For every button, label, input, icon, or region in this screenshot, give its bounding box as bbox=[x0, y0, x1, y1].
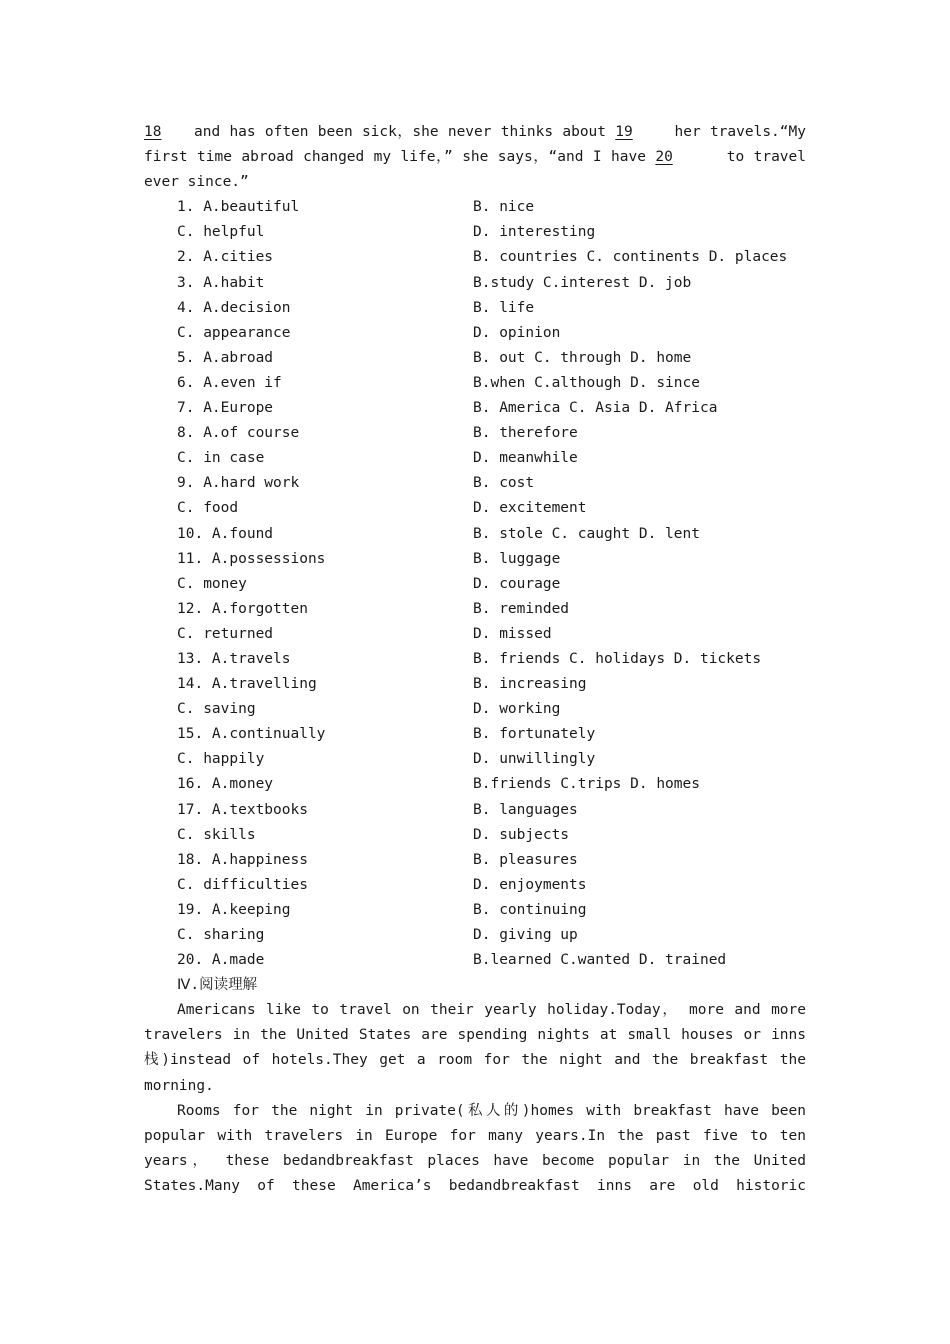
option-row bbox=[144, 798, 806, 823]
option-left: C. happily bbox=[177, 751, 265, 768]
option-row bbox=[144, 597, 806, 622]
passage-line-2 bbox=[144, 145, 806, 170]
option-left: 16. A.money bbox=[177, 776, 274, 793]
option-right: B.study C.interest D. job bbox=[473, 274, 692, 291]
option-row bbox=[144, 346, 806, 371]
option-right: D. missed bbox=[473, 625, 552, 642]
reading-paragraph-1 bbox=[144, 998, 806, 1098]
option-row bbox=[144, 522, 806, 547]
passage-text: to travel bbox=[726, 149, 806, 166]
option-left: 7. A.Europe bbox=[177, 400, 274, 417]
option-row bbox=[144, 948, 806, 973]
option-right: D. giving up bbox=[473, 927, 578, 943]
option-right: B. increasing bbox=[473, 676, 587, 693]
option-row bbox=[144, 245, 806, 270]
option-row bbox=[144, 697, 806, 722]
option-left: 20. A.made bbox=[177, 952, 265, 969]
option-right: B. pleasures bbox=[473, 851, 578, 868]
option-left: 6. A.even if bbox=[177, 374, 282, 391]
passage-text: her travels.“My bbox=[674, 124, 806, 140]
reading-line: Americans like to travel on their yearly holiday.Today， more and more bbox=[177, 1002, 806, 1019]
option-left: 1. A.beautiful bbox=[177, 199, 300, 216]
option-right: B. countries C. continents D. places bbox=[473, 249, 788, 266]
option-row bbox=[144, 923, 806, 948]
option-row bbox=[144, 848, 806, 873]
option-row bbox=[144, 722, 806, 747]
option-right: B. reminded bbox=[473, 600, 570, 617]
reading-line: years， these bedandbreakfast places have become popular in the United bbox=[144, 1152, 806, 1169]
option-right: D. subjects bbox=[473, 826, 570, 843]
option-right: B. languages bbox=[473, 801, 578, 818]
option-left: C. sharing bbox=[177, 927, 265, 943]
option-left: C. in case bbox=[177, 450, 265, 467]
option-left: 12. A.forgotten bbox=[177, 600, 308, 617]
option-row bbox=[144, 747, 806, 772]
document-page bbox=[144, 120, 806, 1199]
option-right: B. out C. through D. home bbox=[473, 349, 692, 366]
reading-line: States.Many of these America’s bedandbreakfast inns are old historic bbox=[144, 1177, 806, 1194]
option-right: B. friends C. holidays D. tickets bbox=[473, 650, 762, 667]
option-left: 14. A.travelling bbox=[177, 676, 317, 693]
blank-19: 19 bbox=[615, 124, 633, 140]
blank-20: 20 bbox=[655, 149, 673, 166]
option-row bbox=[144, 572, 806, 597]
passage-line-3: ever since.” bbox=[144, 174, 249, 191]
option-left: C. helpful bbox=[177, 224, 265, 241]
option-right: B. continuing bbox=[473, 901, 587, 918]
reading-paragraph-2 bbox=[144, 1099, 806, 1199]
option-left: 15. A.continually bbox=[177, 726, 326, 743]
option-left: C. appearance bbox=[177, 324, 291, 341]
option-right: B. nice bbox=[473, 199, 535, 216]
option-row bbox=[144, 321, 806, 346]
reading-line: travelers in the United States are spending nights at small houses or inns bbox=[144, 1027, 806, 1044]
option-left: 9. A.hard work bbox=[177, 475, 300, 492]
reading-line: 栈)instead of hotels.They get a room for the night and the breakfast the bbox=[144, 1052, 806, 1069]
option-right: B.when C.although D. since bbox=[473, 374, 700, 391]
option-right: D. enjoyments bbox=[473, 876, 587, 893]
option-left: C. difficulties bbox=[177, 876, 308, 893]
option-left: 19. A.keeping bbox=[177, 901, 291, 918]
reading-line: popular with travelers in Europe for many years.In the past five to ten bbox=[144, 1127, 806, 1144]
option-row bbox=[144, 622, 806, 647]
option-right: D. meanwhile bbox=[473, 450, 578, 467]
option-right: D. excitement bbox=[473, 500, 587, 517]
option-row bbox=[144, 672, 806, 697]
option-right: D. courage bbox=[473, 575, 561, 592]
option-row bbox=[144, 271, 806, 296]
passage-text: and has often been sick，she never thinks about bbox=[194, 124, 607, 140]
blank-18: 18 bbox=[144, 124, 162, 140]
option-row bbox=[144, 547, 806, 572]
option-row bbox=[144, 772, 806, 797]
option-right: B.friends C.trips D. homes bbox=[473, 776, 700, 793]
option-left: 18. A.happiness bbox=[177, 851, 308, 868]
option-row bbox=[144, 446, 806, 471]
option-right: D. opinion bbox=[473, 324, 561, 341]
option-left: C. money bbox=[177, 575, 247, 592]
option-row bbox=[144, 421, 806, 446]
option-right: B.learned C.wanted D. trained bbox=[473, 952, 727, 969]
option-row bbox=[144, 873, 806, 898]
option-right: B. life bbox=[473, 299, 535, 316]
option-left: 11. A.possessions bbox=[177, 550, 326, 567]
option-left: 4. A.decision bbox=[177, 299, 291, 316]
reading-line: Rooms for the night in private(私人的)homes with breakfast have been bbox=[177, 1102, 806, 1119]
option-left: C. saving bbox=[177, 701, 256, 718]
option-row bbox=[144, 195, 806, 220]
section-heading: Ⅳ.阅读理解 bbox=[177, 977, 258, 994]
passage-line-1 bbox=[144, 120, 806, 145]
option-right: D. interesting bbox=[473, 224, 596, 241]
option-left: 8. A.of course bbox=[177, 425, 300, 442]
option-left: 2. A.cities bbox=[177, 249, 274, 266]
option-row bbox=[144, 471, 806, 496]
option-left: C. returned bbox=[177, 625, 274, 642]
option-left: 3. A.habit bbox=[177, 274, 265, 291]
option-row bbox=[144, 296, 806, 321]
reading-line: morning. bbox=[144, 1077, 214, 1094]
option-left: C. food bbox=[177, 500, 239, 517]
option-right: B. cost bbox=[473, 475, 535, 492]
option-right: D. unwillingly bbox=[473, 751, 596, 768]
option-left: 10. A.found bbox=[177, 525, 274, 542]
option-row bbox=[144, 898, 806, 923]
option-right: D. working bbox=[473, 701, 561, 718]
option-row bbox=[144, 647, 806, 672]
option-right: B. luggage bbox=[473, 550, 561, 567]
options-list bbox=[144, 195, 806, 973]
option-left: 13. A.travels bbox=[177, 650, 291, 667]
option-row bbox=[144, 823, 806, 848]
option-right: B. fortunately bbox=[473, 726, 596, 743]
option-row bbox=[144, 396, 806, 421]
option-row bbox=[144, 220, 806, 245]
option-left: 17. A.textbooks bbox=[177, 801, 308, 818]
option-right: B. therefore bbox=[473, 425, 578, 442]
option-left: C. skills bbox=[177, 826, 256, 843]
option-row bbox=[144, 496, 806, 521]
option-right: B. America C. Asia D. Africa bbox=[473, 400, 718, 417]
option-row bbox=[144, 371, 806, 396]
option-right: B. stole C. caught D. lent bbox=[473, 525, 700, 542]
option-left: 5. A.abroad bbox=[177, 349, 274, 366]
passage-text: first time abroad changed my life，” she says，“and I have bbox=[144, 149, 646, 166]
